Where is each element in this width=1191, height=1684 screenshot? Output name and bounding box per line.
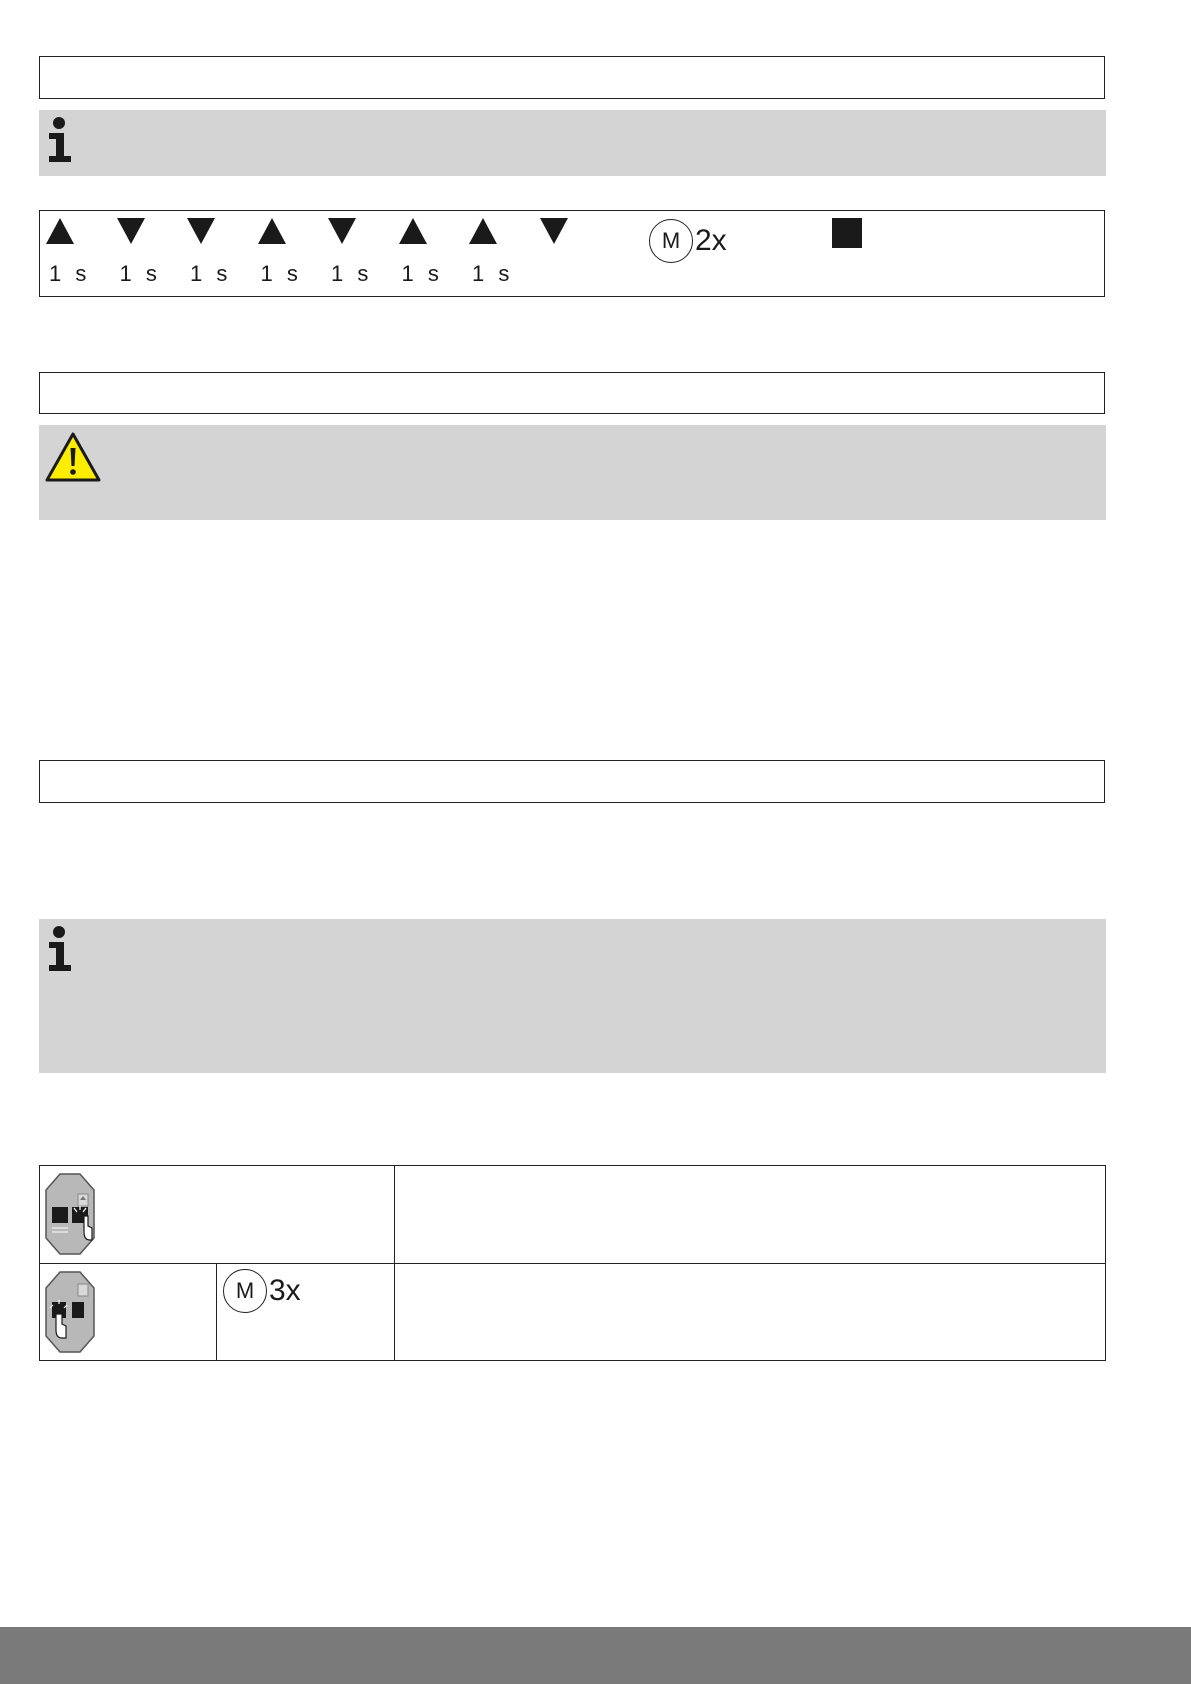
sequence-step — [116, 217, 161, 286]
step-duration: 1 s — [472, 261, 514, 286]
step-duration: 1 s — [260, 261, 302, 286]
section-heading-box — [39, 372, 1105, 414]
press-count: 2x — [695, 224, 727, 257]
m-button-icon: M — [223, 1269, 267, 1313]
triangle-down-icon — [186, 217, 216, 245]
table-row — [40, 1264, 1106, 1361]
section-heading-box — [39, 760, 1105, 803]
step-duration: 1 s — [401, 261, 443, 286]
stop-square-icon — [832, 218, 862, 248]
sequence-step — [327, 217, 373, 286]
remote-control-down-button-icon — [44, 1270, 96, 1354]
triangle-up-icon — [468, 217, 498, 245]
table-cell-m-button — [217, 1264, 395, 1361]
table-cell-description — [395, 1166, 1106, 1264]
press-count: 3x — [269, 1274, 301, 1307]
info-note — [39, 110, 1106, 176]
step-duration: 1 s — [190, 261, 232, 286]
table-cell-remote — [40, 1264, 217, 1361]
warning-note — [39, 425, 1106, 520]
section-heading-box — [39, 56, 1105, 99]
button-sequence — [39, 210, 1105, 297]
m-button-badge — [223, 1269, 301, 1313]
info-note — [39, 919, 1106, 1073]
sequence-step — [539, 217, 579, 245]
table-cell-description — [395, 1264, 1106, 1361]
triangle-down-icon — [539, 217, 569, 245]
warning-triangle-icon — [44, 431, 102, 483]
m-button-badge — [649, 219, 727, 263]
table-cell-remote — [40, 1166, 395, 1264]
triangle-down-icon — [116, 217, 146, 245]
page-footer-band — [0, 1627, 1191, 1684]
m-button-icon: M — [649, 219, 693, 263]
sequence-step — [468, 217, 514, 286]
step-duration: 1 s — [331, 261, 373, 286]
operation-table — [39, 1165, 1106, 1361]
remote-control-up-button-icon — [44, 1172, 96, 1256]
sequence-step — [186, 217, 232, 286]
step-duration: 1 s — [119, 261, 161, 286]
info-icon — [45, 925, 75, 973]
info-icon — [45, 116, 75, 164]
step-duration: 1 s — [49, 261, 91, 286]
sequence-step — [257, 217, 302, 286]
triangle-up-icon — [398, 217, 428, 245]
sequence-step — [45, 217, 91, 286]
table-row — [40, 1166, 1106, 1264]
triangle-up-icon — [257, 217, 287, 245]
sequence-step — [398, 217, 443, 286]
triangle-down-icon — [327, 217, 357, 245]
triangle-up-icon — [45, 217, 75, 245]
